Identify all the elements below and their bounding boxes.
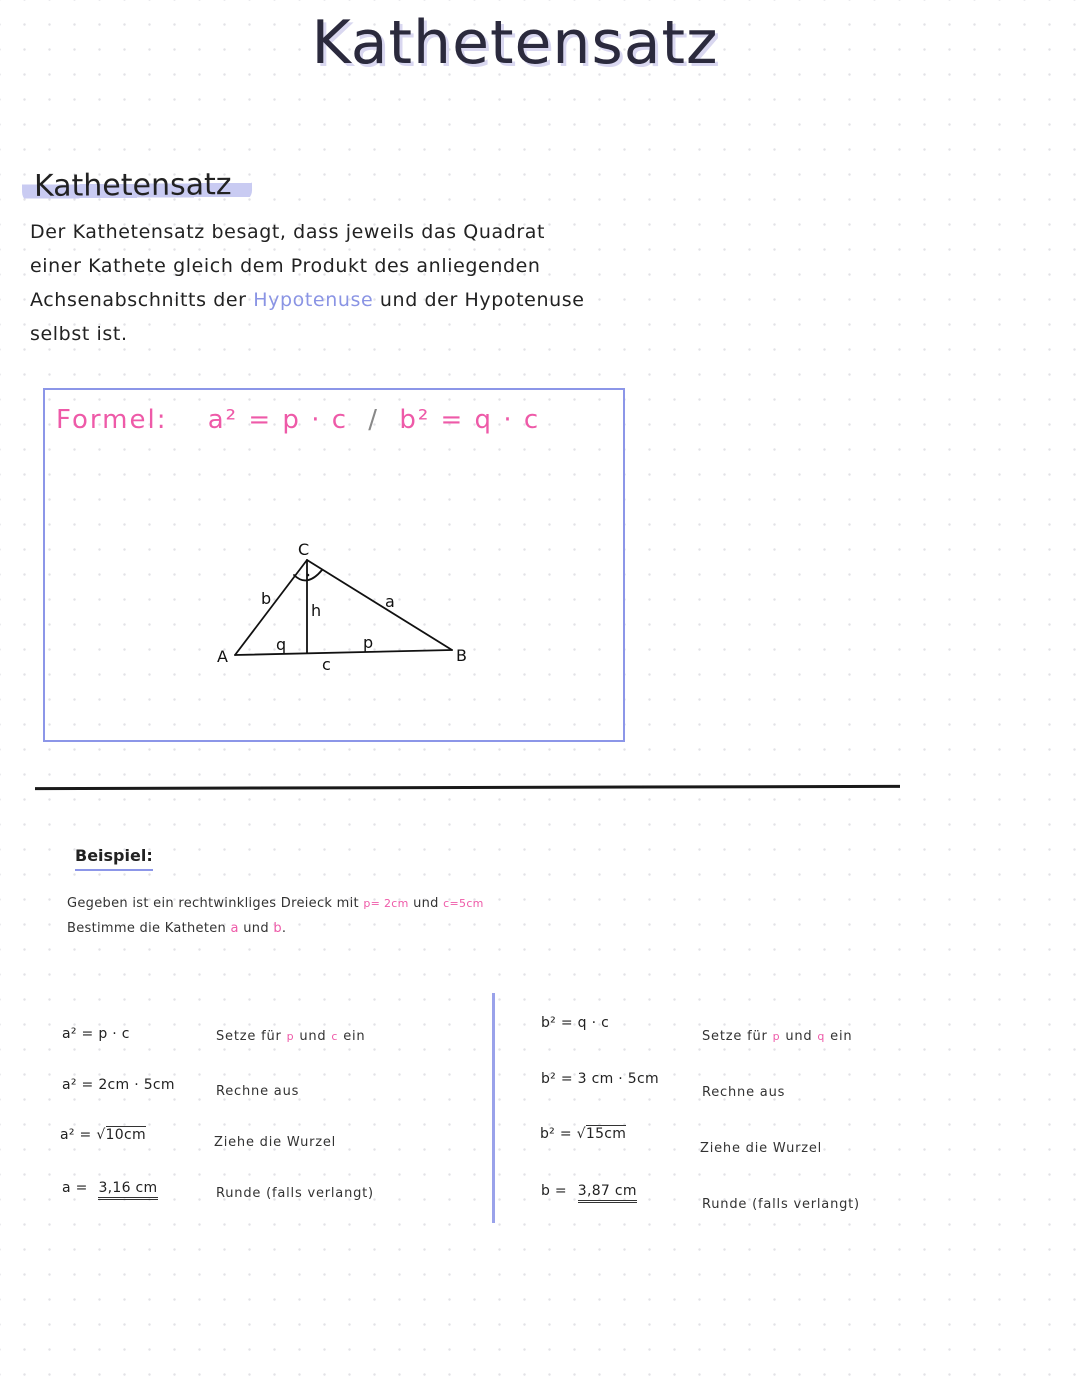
right-step1-equation: b² = q · c: [541, 1015, 610, 1031]
definition-text-start: Der Kathetensatz besagt, dass jeweils das Quadrat einer Kathete gleich dem Produkt des anliegenden Achsenabschnitts der: [30, 221, 546, 311]
left-step3-note: Ziehe die Wurzel: [214, 1135, 337, 1150]
task-end: .: [281, 921, 287, 936]
formula-label: Formel:: [56, 405, 168, 435]
section-divider: [35, 785, 900, 790]
side-a-line: [307, 560, 452, 650]
side-b-label: b: [261, 589, 272, 608]
triangle-diagram: [200, 530, 500, 680]
formula-line: [56, 405, 540, 435]
definition-highlight: Hypotenuse: [253, 289, 374, 311]
vertex-a-label: A: [217, 647, 228, 666]
segment-q-label: q: [276, 635, 287, 654]
example-given: [67, 891, 484, 941]
task-b: b: [273, 921, 282, 936]
side-c-label: c: [322, 655, 331, 674]
page-title: Kathetensatz: [311, 8, 719, 78]
given-and: und: [413, 896, 439, 911]
side-c-line: [235, 650, 452, 655]
formula-separator: /: [368, 405, 380, 435]
side-a-label: a: [385, 592, 395, 611]
formula-b: b² = q · c: [399, 405, 541, 435]
vertex-b-label: B: [456, 646, 467, 665]
left-step3-equation: a² = √10cm: [60, 1127, 146, 1143]
section-heading: Kathetensatz: [22, 167, 252, 204]
left-step1-note: Setze für p und c ein: [216, 1029, 366, 1044]
given-line: [67, 891, 484, 916]
left-step2-equation: a² = 2cm · 5cm: [62, 1077, 175, 1093]
segment-p-label: p: [363, 633, 374, 652]
left-step2-note: Rechne aus: [216, 1084, 300, 1099]
task-line: [67, 916, 484, 941]
given-text: Gegeben ist ein rechtwinkliges Dreieck mit: [67, 896, 359, 911]
given-p: p= 2cm: [363, 897, 409, 910]
vertex-c-label: C: [298, 540, 310, 559]
example-heading: Beispiel:: [75, 846, 153, 871]
given-c: c=5cm: [443, 897, 484, 910]
left-step1-equation: a² = p · c: [62, 1026, 130, 1042]
left-step4-equation: a = 3,16 cm: [62, 1180, 158, 1196]
formula-a: a² = p · c: [207, 405, 349, 435]
right-step4-equation: b = 3,87 cm: [541, 1183, 637, 1199]
right-result: 3,87 cm: [578, 1183, 637, 1203]
task-and: und: [243, 921, 269, 936]
column-divider: [492, 993, 495, 1223]
definition-text-end: und der Hypotenuse selbst ist.: [30, 289, 585, 345]
right-angle-dot: [307, 574, 310, 577]
definition-paragraph: [30, 215, 600, 351]
right-step3-note: Ziehe die Wurzel: [700, 1141, 823, 1156]
height-label: h: [311, 601, 322, 620]
left-step4-note: Runde (falls verlangt): [216, 1186, 374, 1201]
right-step4-note: Runde (falls verlangt): [702, 1197, 860, 1212]
right-step2-note: Rechne aus: [702, 1085, 786, 1100]
right-step3-equation: b² = √15cm: [540, 1126, 627, 1142]
right-step2-equation: b² = 3 cm · 5cm: [541, 1071, 659, 1087]
task-text: Bestimme die Katheten: [67, 921, 227, 936]
right-step1-note: Setze für p und q ein: [702, 1029, 853, 1044]
left-result: 3,16 cm: [98, 1180, 157, 1200]
task-a: a: [230, 921, 239, 936]
